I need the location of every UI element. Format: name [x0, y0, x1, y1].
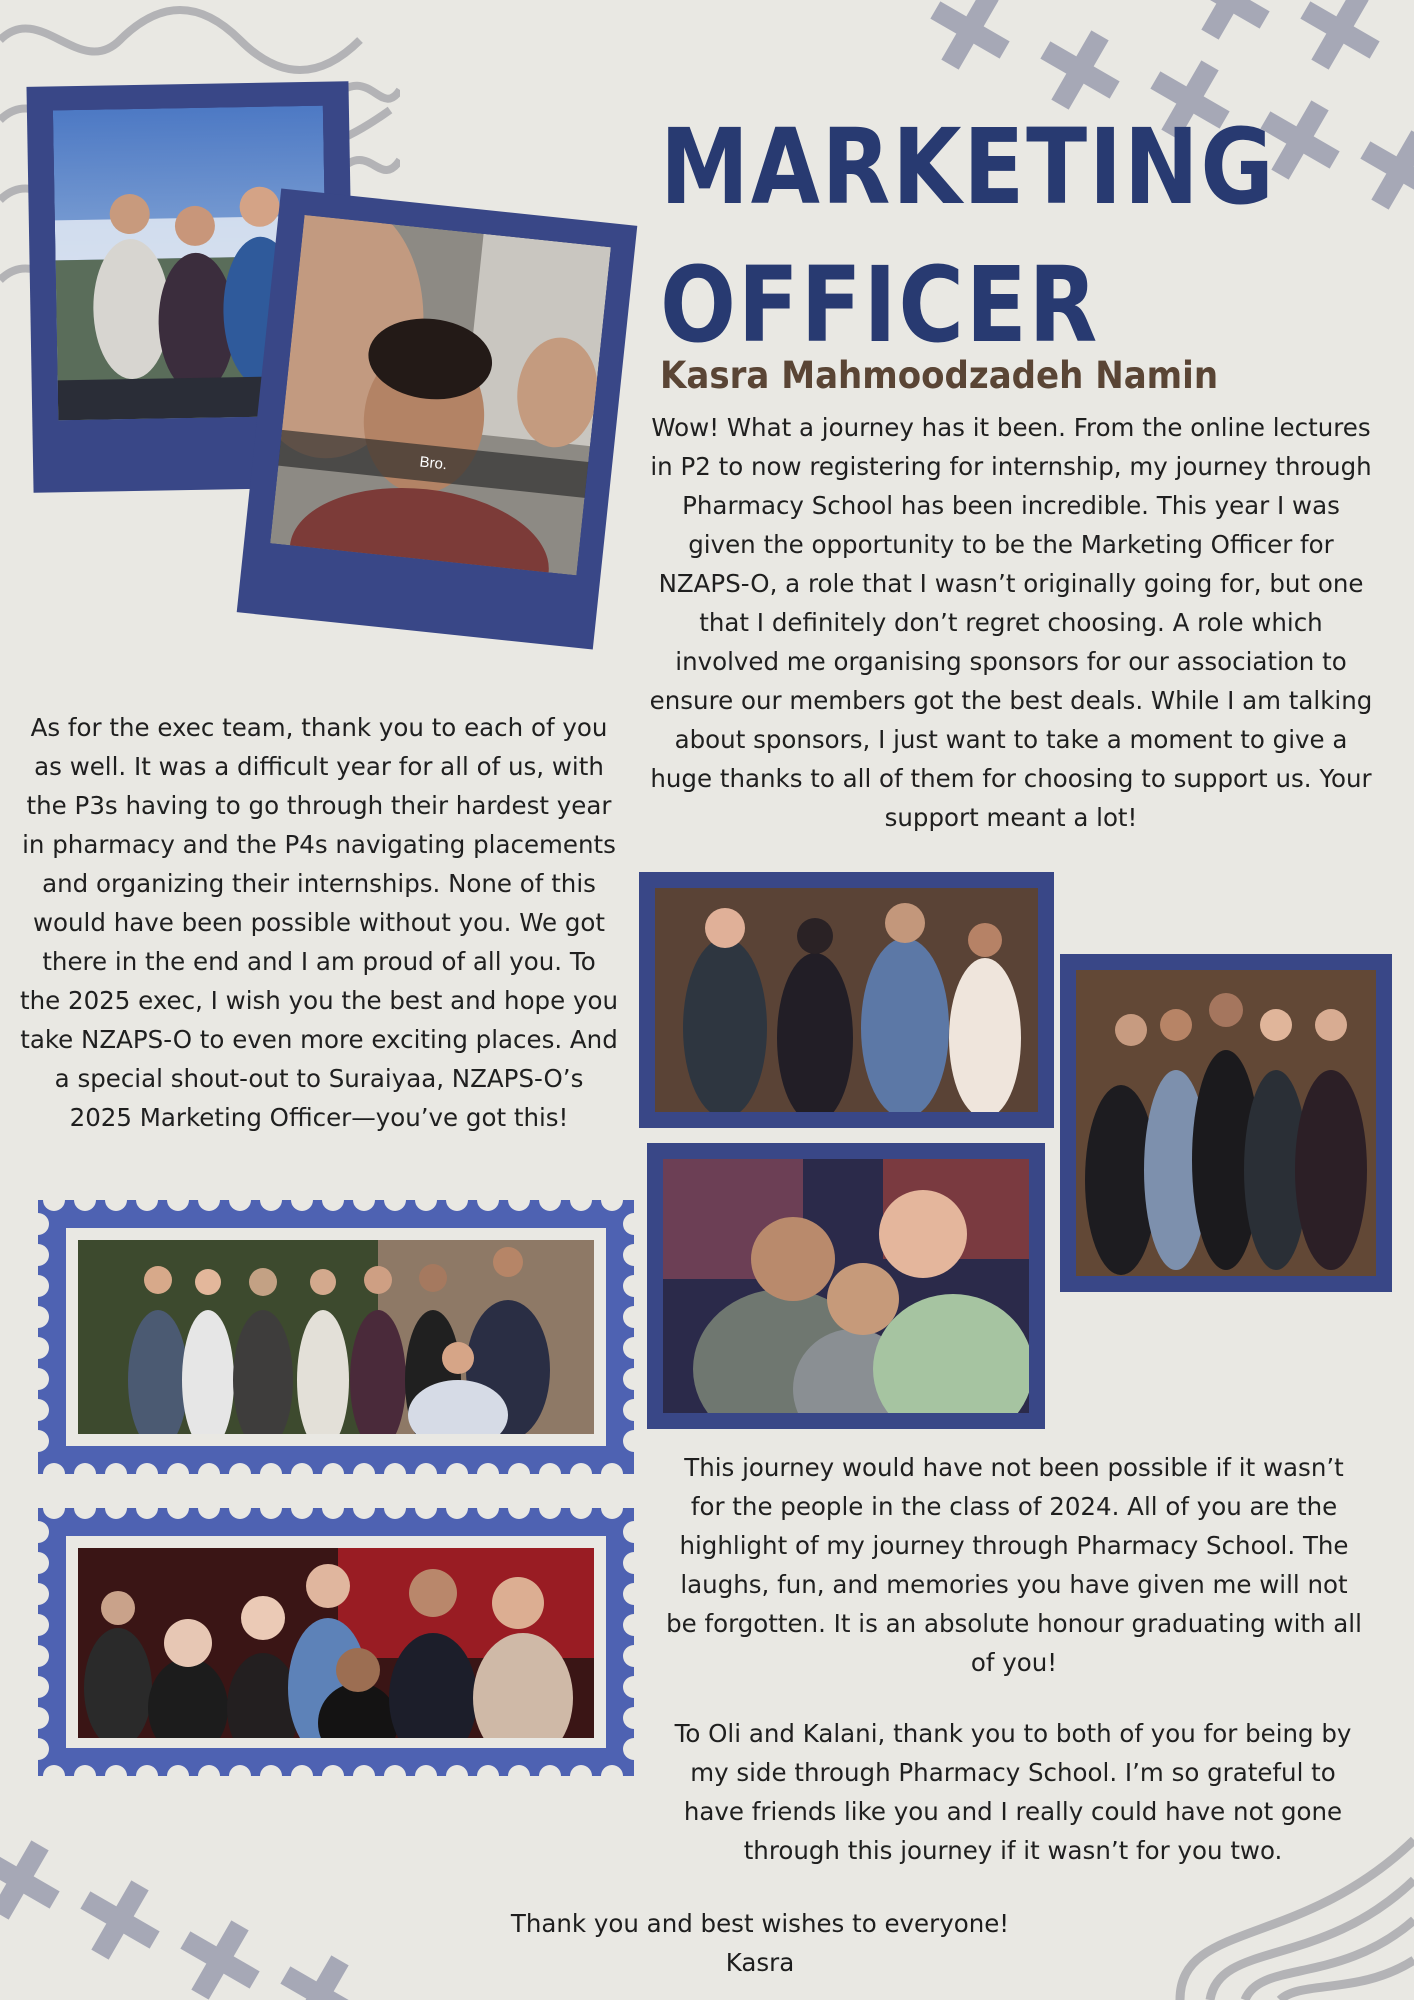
stamp-scallop	[27, 1244, 49, 1266]
stamp-scallop	[322, 1463, 344, 1485]
stamp-scallop	[570, 1463, 592, 1485]
stamp-scallop	[623, 1244, 645, 1266]
stamp-scallop	[446, 1463, 468, 1485]
stamp-scallop	[477, 1463, 499, 1485]
stamp-scallop	[508, 1189, 530, 1211]
signoff	[380, 1904, 1140, 1982]
stamp-scallop	[167, 1189, 189, 1211]
stamp-scallop	[27, 1583, 49, 1605]
stamp-scallop	[623, 1306, 645, 1328]
stamp-scallop	[623, 1738, 645, 1760]
stamp-scallop	[27, 1399, 49, 1421]
page-title	[660, 98, 1276, 374]
stamp-scallop	[415, 1463, 437, 1485]
author-name: Kasra Mahmoodzadeh Namin	[660, 354, 1219, 397]
stamp-scallop	[105, 1497, 127, 1519]
stamp-scallop	[27, 1213, 49, 1235]
stamp-scallop	[291, 1189, 313, 1211]
stamp-scallop	[570, 1765, 592, 1787]
stamp-scallop	[27, 1521, 49, 1543]
stamp-scallop	[291, 1765, 313, 1787]
stamp-scallop	[623, 1430, 645, 1452]
stamp-scallop	[105, 1189, 127, 1211]
stamp-scallop	[198, 1189, 220, 1211]
stamp-scallop	[623, 1521, 645, 1543]
stamp-scallop	[167, 1463, 189, 1485]
stamp-scallop	[74, 1765, 96, 1787]
stamp-scallop	[43, 1463, 65, 1485]
signature-name: Kasra	[725, 1948, 795, 1977]
stamp-scallop	[623, 1676, 645, 1698]
stamp-scallop	[260, 1765, 282, 1787]
backyard-group-photo	[78, 1240, 594, 1434]
signoff-line: Thank you and best wishes to everyone!	[510, 1909, 1010, 1938]
stamp-scallop	[623, 1275, 645, 1297]
stamp-scallop	[27, 1430, 49, 1452]
photo-frame-night-out	[647, 1143, 1045, 1429]
stamp-scallop	[353, 1765, 375, 1787]
stamp-scallop	[539, 1765, 561, 1787]
stamp-frame-party-group	[38, 1508, 634, 1776]
stamp-scallop	[27, 1337, 49, 1359]
formal-group-photo	[655, 888, 1038, 1112]
selfie-photo	[270, 215, 611, 575]
stamp-scallop	[74, 1463, 96, 1485]
stamp-scallop	[229, 1497, 251, 1519]
stamp-scallop	[477, 1189, 499, 1211]
stamp-scallop	[353, 1497, 375, 1519]
stamp-scallop	[477, 1497, 499, 1519]
stamp-scallop	[384, 1765, 406, 1787]
stamp-scallop	[136, 1189, 158, 1211]
intro-paragraph: Wow! What a journey has it been. From the online lectures in P2 to now registering for internship, my journey through Pharmacy School has been incredible. This year I was given the opportunity to be the Marketing Officer for NZAPS-O, a role that I wasn’t originally going for, but one that I definitely don’t regret choosing. A role which involved me organising sponsors for our association to ensure our members got the best deals. While I am talking about sponsors, I just want to take a moment to give a huge thanks to all of them for choosing to support us. Your support meant a lot!	[649, 413, 1373, 832]
stamp-scallop	[198, 1497, 220, 1519]
exec-team-paragraph: As for the exec team, thank you to each of you as well. It was a difficult year for all of us, with the P3s having to go through their hardest year in pharmacy and the P4s navigating placements and organizing their internships. None of this would have been possible without you. We got there in the end and I am proud of all you. To the 2025 exec, I wish you the best and hope you take NZAPS-O to even more exciting places. And a special shout-out to Suraiyaa, NZAPS-O’s 2025 Marketing Officer—you’ve got this!	[20, 713, 618, 1132]
stamp-scallop	[322, 1497, 344, 1519]
stamp-scallop	[27, 1614, 49, 1636]
stamp-scallop	[74, 1497, 96, 1519]
stamp-scallop	[353, 1463, 375, 1485]
stamp-scallop	[74, 1189, 96, 1211]
stamp-scallop	[353, 1189, 375, 1211]
stamp-scallop	[198, 1463, 220, 1485]
stamp-scallop	[136, 1463, 158, 1485]
stamp-scallop	[229, 1189, 251, 1211]
stamp-scallop	[415, 1765, 437, 1787]
stamp-scallop	[539, 1463, 561, 1485]
stamp-scallop	[623, 1583, 645, 1605]
stamp-scallop	[623, 1213, 645, 1235]
photo-frame-formal-group	[639, 872, 1054, 1128]
stamp-scallop	[136, 1765, 158, 1787]
stamp-scallop	[539, 1189, 561, 1211]
night-out-photo	[663, 1159, 1029, 1413]
stamp-scallop	[260, 1189, 282, 1211]
stamp-scallop	[322, 1189, 344, 1211]
stamp-scallop	[27, 1275, 49, 1297]
stamp-scallop	[322, 1765, 344, 1787]
guys-group-photo	[1076, 970, 1376, 1276]
stamp-scallop	[43, 1765, 65, 1787]
stamp-scallop	[477, 1765, 499, 1787]
friends-paragraph: To Oli and Kalani, thank you to both of you for being by my side through Pharmacy School. I’m so grateful to have friends like you and I really could have not gone through this journey if it wasn’t for you two.	[674, 1719, 1352, 1865]
stamp-scallop	[508, 1497, 530, 1519]
stamp-scallop	[291, 1497, 313, 1519]
stamp-scallop	[623, 1368, 645, 1390]
stamp-scallop	[601, 1463, 623, 1485]
stamp-scallop	[27, 1368, 49, 1390]
stamp-scallop	[570, 1189, 592, 1211]
stamp-scallop	[446, 1497, 468, 1519]
stamp-scallop	[229, 1765, 251, 1787]
stamp-scallop	[260, 1497, 282, 1519]
stamp-scallop	[601, 1189, 623, 1211]
photo-frame-guys-group	[1060, 954, 1392, 1292]
stamp-scallop	[570, 1497, 592, 1519]
stamp-scallop	[623, 1399, 645, 1421]
cross-pattern-decoration-bottom	[0, 1840, 380, 2000]
stamp-scallop	[198, 1765, 220, 1787]
party-group-photo	[78, 1548, 594, 1738]
stamp-scallop	[43, 1497, 65, 1519]
title-line-1: MARKETING	[660, 106, 1276, 228]
stamp-scallop	[508, 1765, 530, 1787]
stamp-frame-backyard-group	[38, 1200, 634, 1474]
stamp-scallop	[105, 1463, 127, 1485]
stamp-scallop	[27, 1552, 49, 1574]
stamp-scallop	[623, 1552, 645, 1574]
stamp-scallop	[27, 1676, 49, 1698]
stamp-scallop	[623, 1614, 645, 1636]
stamp-scallop	[446, 1189, 468, 1211]
stamp-scallop	[27, 1707, 49, 1729]
stamp-scallop	[508, 1463, 530, 1485]
photo-caption: Bro.	[418, 453, 448, 474]
stamp-scallop	[384, 1497, 406, 1519]
title-line-2: OFFICER	[660, 244, 1100, 366]
class-of-2024-paragraph: This journey would have not been possible if it wasn’t for the people in the class of 2024. All of you are the highlight of my journey through Pharmacy School. The laughs, fun, and memories you have given me will not be forgotten. It is an absolute honour graduating with all of you!	[666, 1453, 1362, 1677]
stamp-scallop	[601, 1497, 623, 1519]
stamp-scallop	[384, 1189, 406, 1211]
stamp-scallop	[623, 1707, 645, 1729]
stamp-scallop	[446, 1765, 468, 1787]
stamp-scallop	[623, 1645, 645, 1667]
stamp-scallop	[27, 1306, 49, 1328]
stamp-scallop	[260, 1463, 282, 1485]
stamp-scallop	[229, 1463, 251, 1485]
stamp-scallop	[167, 1765, 189, 1787]
stamp-scallop	[539, 1497, 561, 1519]
stamp-scallop	[167, 1497, 189, 1519]
stamp-scallop	[27, 1738, 49, 1760]
stamp-scallop	[43, 1189, 65, 1211]
stamp-scallop	[601, 1765, 623, 1787]
stamp-scallop	[623, 1337, 645, 1359]
stamp-scallop	[291, 1463, 313, 1485]
stamp-scallop	[384, 1463, 406, 1485]
photo-frame-selfie	[237, 188, 638, 649]
stamp-scallop	[415, 1189, 437, 1211]
stamp-scallop	[415, 1497, 437, 1519]
stamp-scallop	[136, 1497, 158, 1519]
stamp-scallop	[105, 1765, 127, 1787]
stamp-scallop	[27, 1645, 49, 1667]
